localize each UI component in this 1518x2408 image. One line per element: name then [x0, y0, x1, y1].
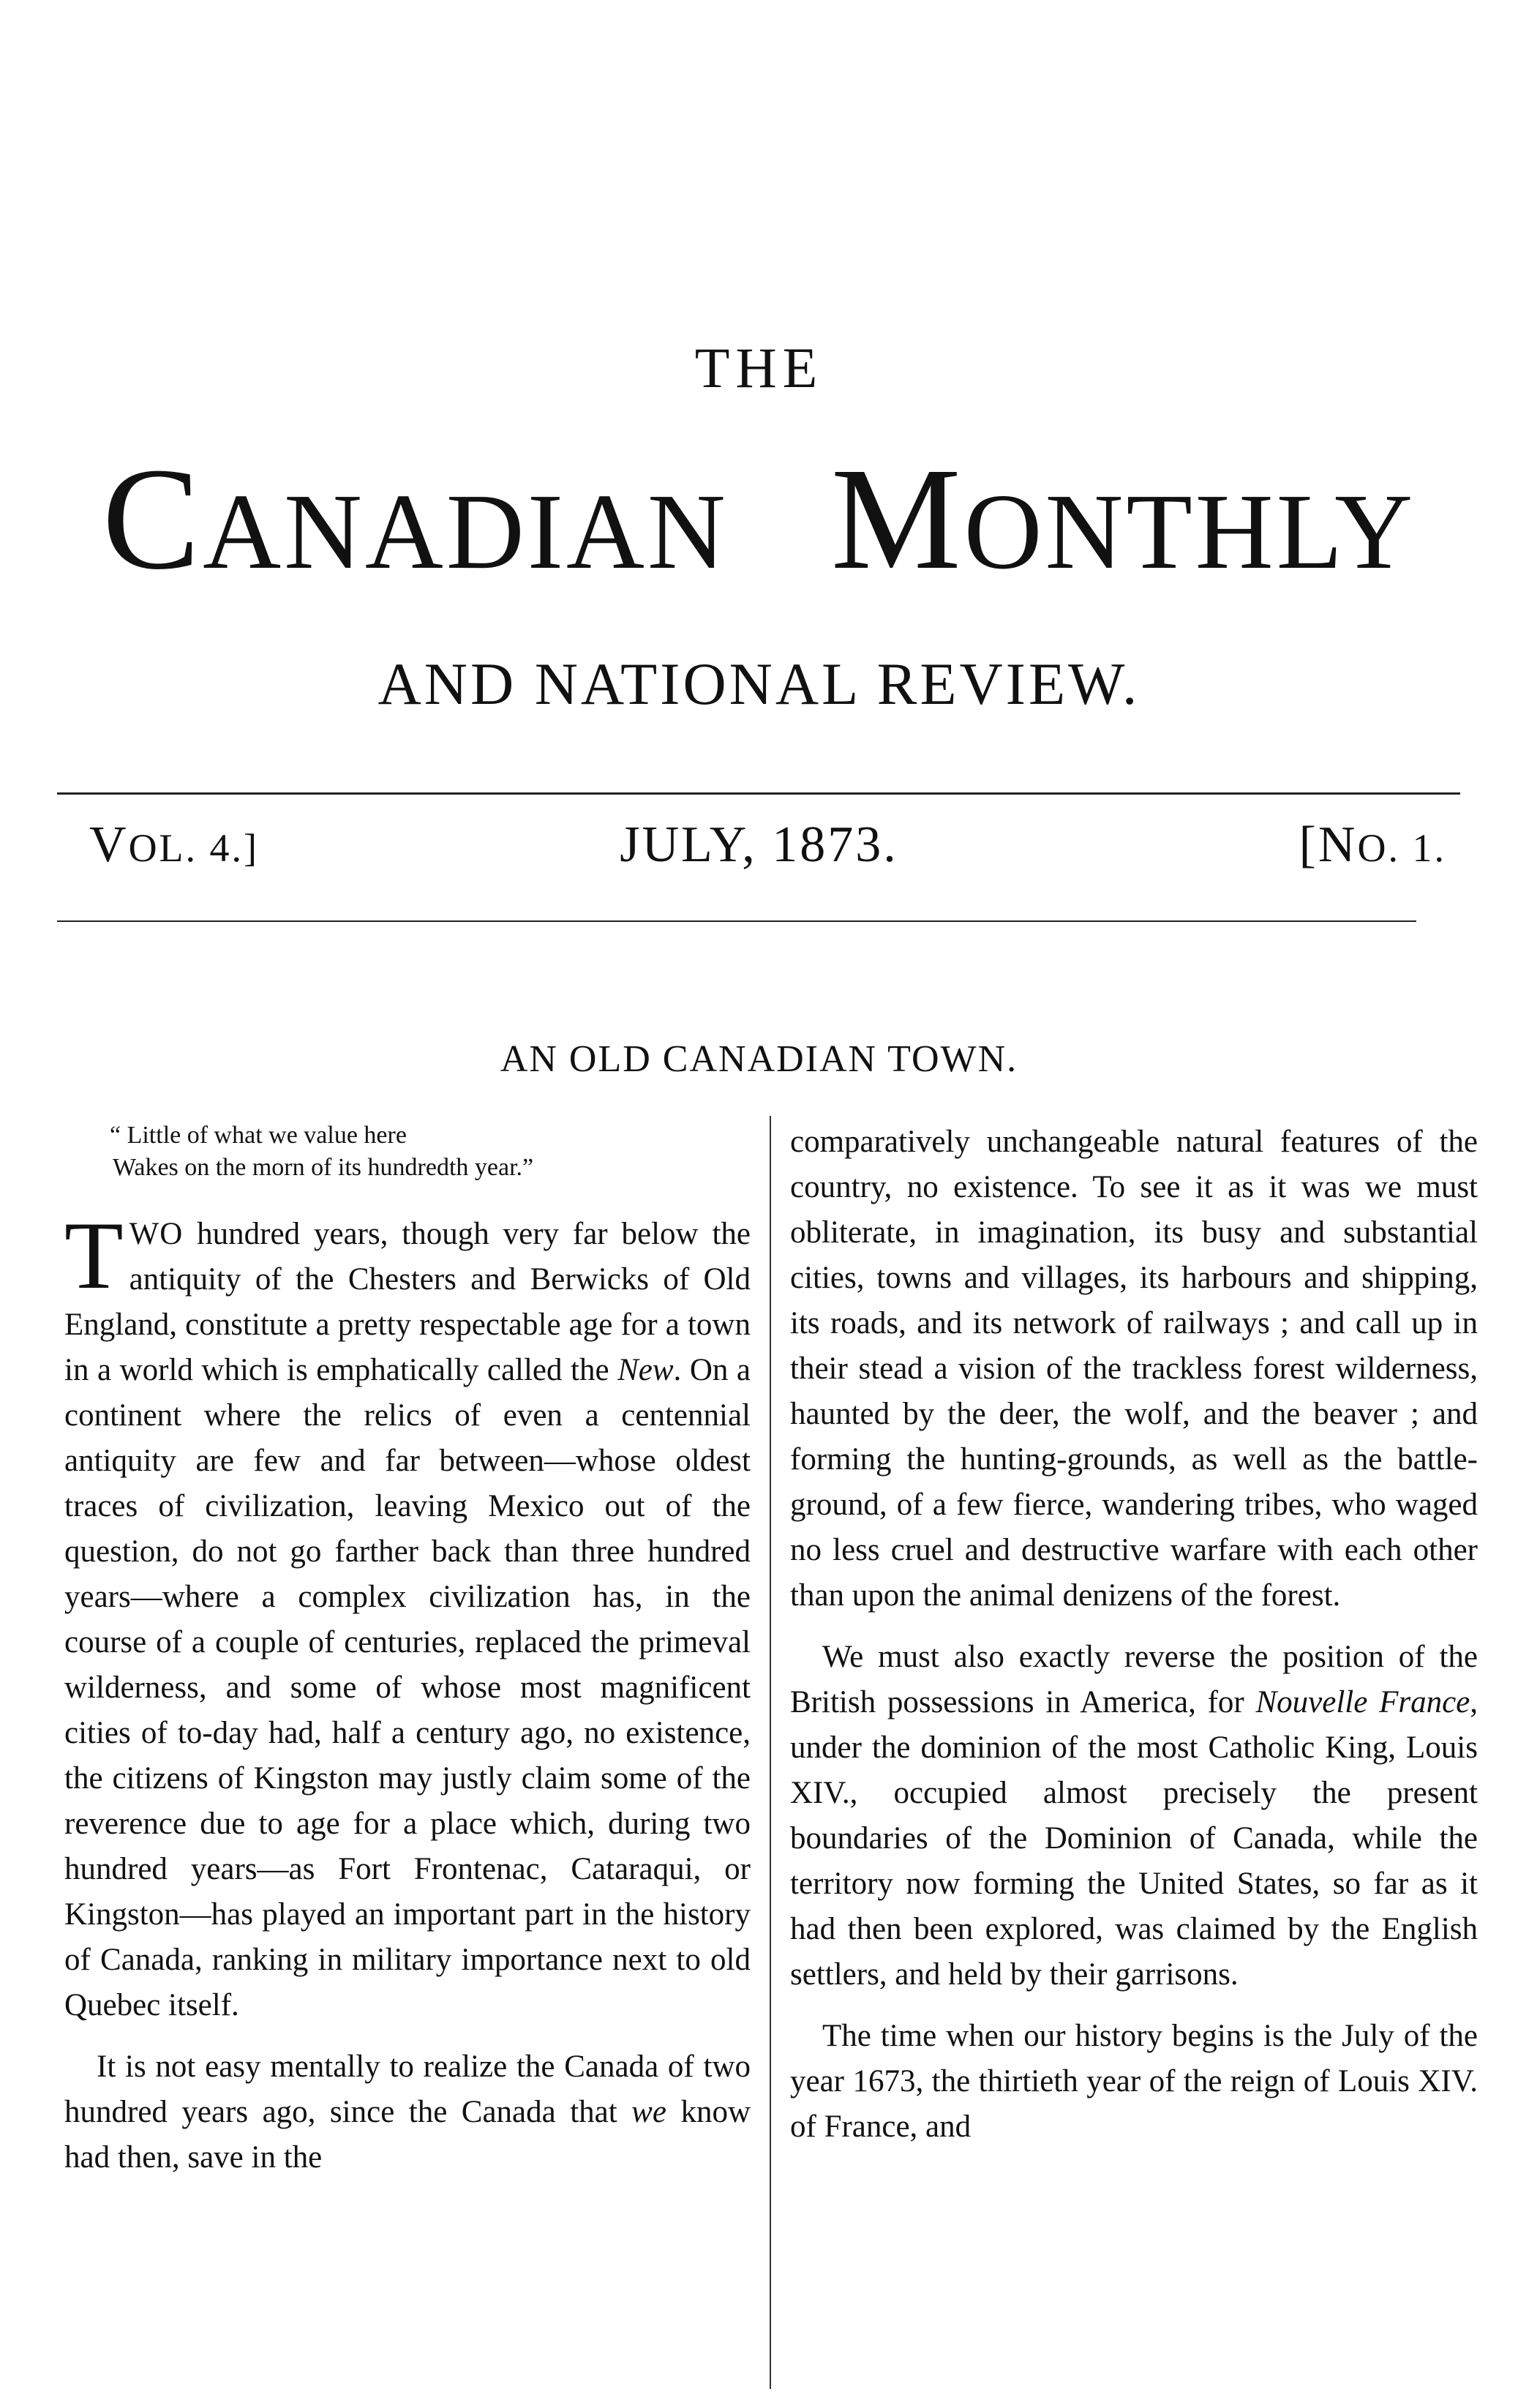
paragraph-1: TWO hundred years, though very far below the antiquity of the Chesters and Berwicks of Old England, constitute a pretty respectable age for a town in a world which is emphatically called the New. On a continent where the relics of even a centennial antiquity are few and far between—whose oldest traces of civilization, leaving Mexico out of the question, do not go farther back than three hundred years—where a complex civilization has, in the course of a couple of centuries, replaced the primeval wilderness, and some of whose most magnificent cities of to-day had, half a century ago, no existence, the citizens of Kingston may justly claim some of the reverence due to age for a place which, during two hundred years—as Fort Frontenac, Cataraqui, or Kingston—has played an important part in the history of Canada, ranking in military importance next to old Quebec itself. — [64, 1201, 751, 2022]
title-initial-m: M — [830, 438, 964, 600]
issue-date: JULY, 1873. — [620, 817, 898, 873]
epigraph-line-2: Wakes on the morn of its hundredth year.” — [113, 1154, 534, 1181]
issue-number: [NO. 1. — [1299, 817, 1446, 873]
issue-volume: VOL. 4.] — [89, 817, 260, 873]
masthead-the: THE — [694, 336, 824, 400]
article-title: AN OLD CANADIAN TOWN. — [500, 1038, 1018, 1080]
paragraph-3: We must also exactly reverse the position of the British possessions in America, for Nouvelle France, under the dominion of the most Catholic King, Louis XIV., occupied almost precisely the present boundaries of the Dominion of Canada, while the territory now forming the United States, so far as it had then been explored, was claimed by the English settlers, and held by their garrisons. — [790, 1640, 1478, 1992]
magazine-title — [0, 438, 1518, 600]
epigraph-line-1: “ Little of what we value here — [110, 1122, 407, 1149]
title-word-canadian: ANADIAN — [203, 472, 729, 592]
column-divider — [770, 1116, 771, 2389]
paragraph-4: The time when our history begins is the July of the year 1673, the thirtieth year of the reign of Louis XIV. of France, and — [790, 2019, 1478, 2144]
article-column-right — [790, 1119, 1478, 2166]
rule-top — [57, 792, 1460, 795]
paragraph-2: It is not easy mentally to realize the Canada of two hundred years ago, since the Canada that we know had then, save in the — [64, 2049, 751, 2175]
epigraph — [110, 1119, 751, 1184]
paragraph-2-continued: comparatively unchangeable natural features of the country, no existence. To see it as it was we must obliterate, in imagination, its busy and substantial cities, towns and villages, its harbours and shipping, its roads, and its network of railways ; and call up in their stead a vision of the trackless forest wilderness, haunted by the deer, the wolf, and the beaver ; and forming the hunting-grounds, as well as the battle-ground, of a few fierce, wandering tribes, who waged no less cruel and destructive warfare with each other than upon the animal denizens of the forest. — [790, 1125, 1478, 1613]
article-column-left — [64, 1119, 751, 2197]
magazine-subtitle: AND NATIONAL REVIEW. — [377, 650, 1141, 717]
title-word-monthly: ONTHLY — [963, 472, 1416, 592]
rule-bottom — [57, 920, 1416, 922]
drop-cap: T — [64, 1201, 124, 1309]
title-initial-c: C — [102, 438, 203, 600]
